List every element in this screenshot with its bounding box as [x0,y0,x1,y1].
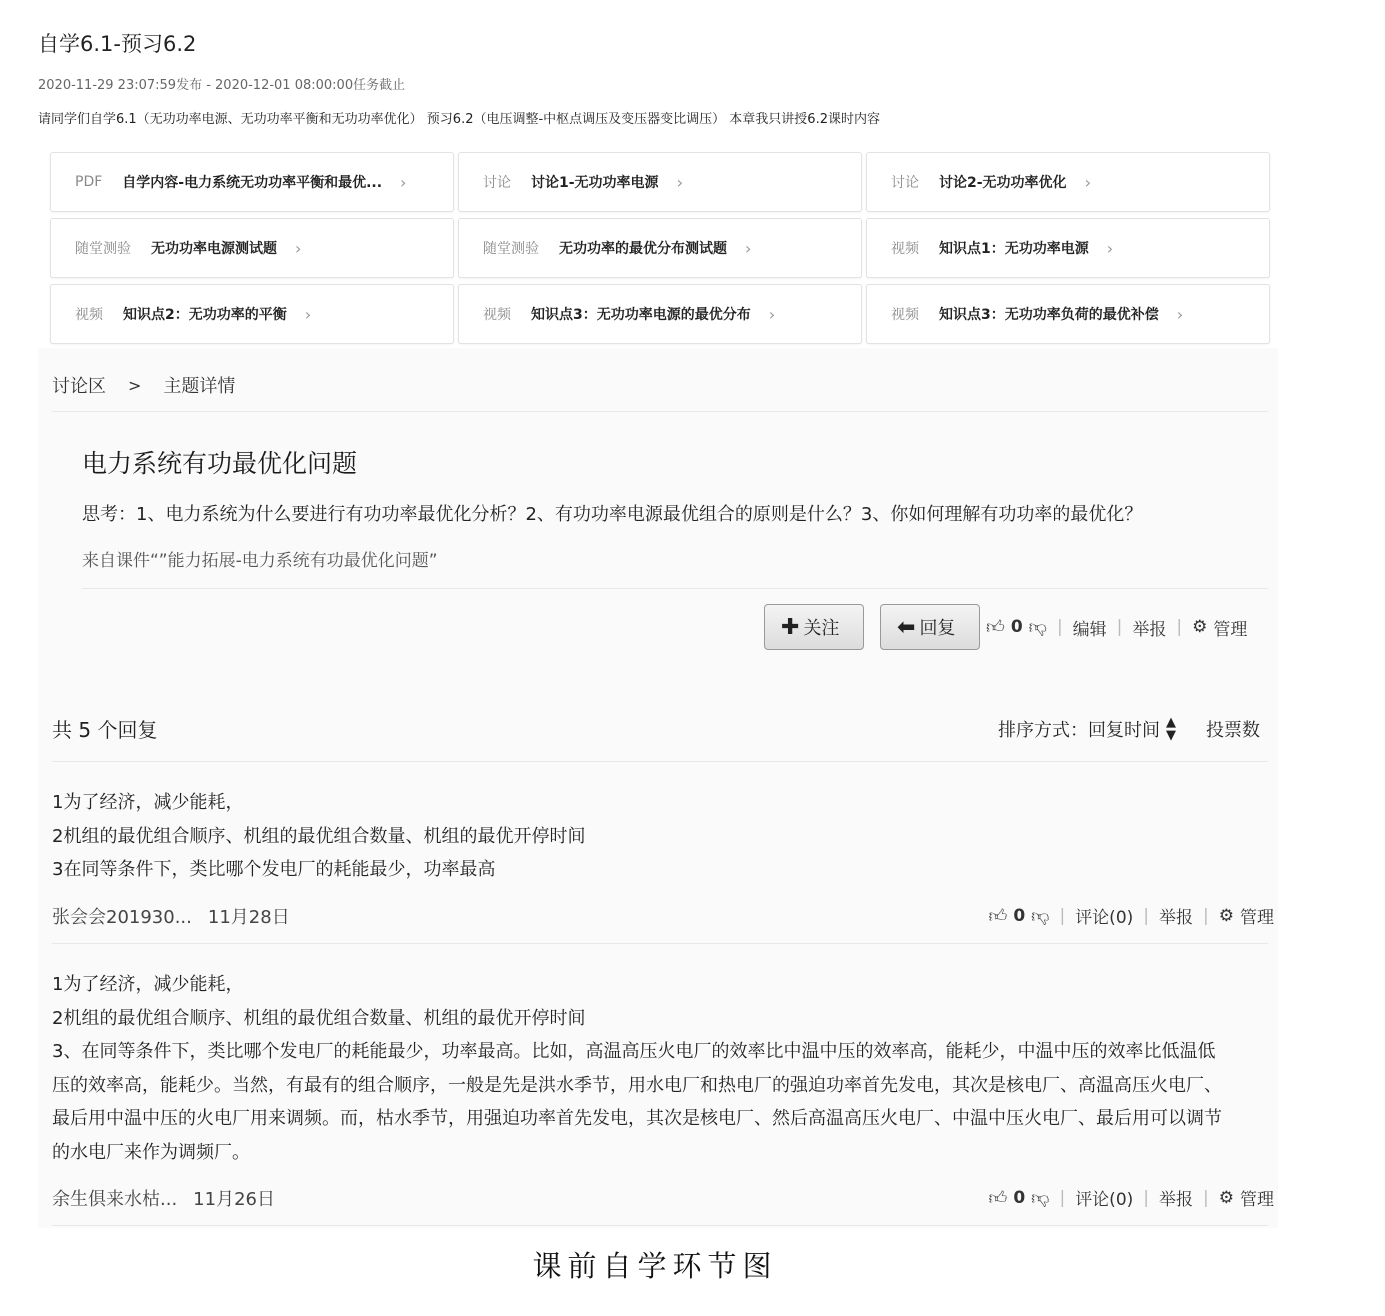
separator: | [1203,905,1209,926]
chevron-right-icon: › [1106,238,1114,258]
card-row [50,284,1272,344]
card-title: 知识点3：无功功率电源的最优分布 [531,307,751,323]
separator: | [1143,1187,1150,1208]
thumbs-down-icon[interactable]: 👎︎ [1031,1187,1050,1209]
separator: | [1143,905,1150,926]
chevron-right-icon: › [676,172,683,192]
topic-actions [986,615,1247,640]
reply-meta [52,1185,275,1211]
gear-icon: ⚙ [1218,905,1234,926]
manage-link[interactable]: 管理 [1240,908,1274,928]
reply-label: 回复 [919,618,956,639]
card-title: 知识点1：无功功率电源 [939,241,1089,257]
chevron-right-icon: › [1084,172,1091,192]
follow-label: 关注 [803,618,840,639]
topic-title: 电力系统有功最优化问题 [82,449,358,478]
reply-text-line: 1为了经济，减少能耗， [52,974,244,995]
card-type: 讨论 [891,175,919,191]
figure-caption: 课前自学环节图 [532,1249,778,1283]
breadcrumb-discussion-link[interactable]: 讨论区 [52,376,106,397]
reply-author[interactable]: 张会会201930... [52,907,192,928]
reply-meta [52,903,290,929]
separator: | [1059,1187,1066,1208]
chevron-right-icon: › [1176,304,1184,324]
sort-label: 排序方式： [998,720,1088,741]
card-type: PDF [75,174,103,190]
resource-card[interactable] [50,218,454,278]
topic-body: 思考：1、电力系统为什么要进行有功功率最优化分析？2、有功功率电源最优组合的原则是什么？3、你如何理解有功功率的最优化？ [82,504,1143,525]
separator: | [1116,617,1123,637]
like-count: 0 [1010,617,1023,637]
follow-button[interactable] [764,604,864,650]
chevron-right-icon: › [295,238,302,258]
sort-controls [998,716,1260,742]
card-type: 视频 [891,307,919,323]
chevron-right-icon: › [745,238,752,258]
like-count: 0 [1013,1187,1026,1208]
thumbs-down-icon[interactable]: 👎︎ [1028,617,1047,638]
reply-date: 11月26日 [193,1189,275,1210]
divider [52,411,1268,412]
reply-count: 共 5 个回复 [52,718,158,742]
reply-text-line: 3在同等条件下，类比哪个发电厂的耗能最少，功率最高 [52,859,496,880]
thumbs-up-icon[interactable]: 👍︎ [988,905,1008,927]
sort-updown-icon[interactable]: ▲ ▼ [1166,715,1176,743]
resource-card[interactable] [866,218,1270,278]
divider [52,761,1268,762]
chevron-right-icon: › [768,304,776,324]
separator: | [1203,1187,1209,1208]
sort-by-time[interactable]: 回复时间 [1088,720,1160,741]
comment-link[interactable]: 评论(0) [1075,908,1134,928]
resource-card[interactable] [458,284,862,344]
card-type: 随堂测验 [75,241,131,257]
reply-actions [989,903,1274,928]
reply-arrow-icon: ⬅ [897,614,916,640]
reply-author[interactable]: 余生俱来水枯... [52,1189,178,1210]
breadcrumb-separator: > [128,375,142,395]
manage-link[interactable]: 管理 [1240,1190,1274,1210]
resource-cards [50,152,1272,350]
reply-text-line: 3、在同等条件下，类比哪个发电厂的耗能最少，功率最高。比如，高温高压火电厂的效率比中温中压的效率高，能耗少，中温中压的效率比低温低 [52,1041,1216,1062]
card-title: 自学内容-电力系统无功功率平衡和最优... [122,175,383,191]
task-description: 请同学们自学6.1（无功功率电源、无功功率平衡和无功功率优化） 预习6.2（电压调整-中枢点调压及变压器变比调压） 本章我只讲授6.2课时内容 [38,112,880,127]
resource-card[interactable] [458,218,862,278]
like-count: 0 [1013,905,1026,926]
card-type: 视频 [483,307,511,323]
reply-item [52,786,1274,887]
topic-action-bar [764,604,1247,650]
card-title: 讨论1-无功功率电源 [531,175,659,191]
card-type: 视频 [891,241,919,257]
breadcrumb-current: 主题详情 [163,376,236,397]
divider [52,943,1268,944]
reply-date: 11月28日 [207,907,290,928]
separator: | [1176,617,1183,637]
thumbs-down-icon[interactable]: 👎︎ [1031,905,1050,927]
card-type: 视频 [75,307,103,323]
divider [52,1225,1268,1226]
card-title: 讨论2-无功功率优化 [939,175,1067,191]
gear-icon: ⚙ [1218,1187,1234,1208]
card-title: 知识点3：无功功率负荷的最优补偿 [939,307,1159,323]
reply-text-line: 的水电厂来作为调频厂。 [52,1141,250,1163]
breadcrumb [52,372,235,398]
edit-link[interactable]: 编辑 [1072,619,1107,640]
report-link[interactable]: 举报 [1132,619,1167,640]
separator: | [1056,617,1063,637]
comment-link[interactable]: 评论(0) [1075,1190,1134,1210]
manage-link[interactable]: 管理 [1213,619,1248,640]
separator: | [1059,905,1066,926]
reply-text-line: 最后用中温中压的火电厂用来调频。而，枯水季节，用强迫功率首先发电，其次是核电厂、然后高温高压火电厂、中温中压火电厂、最后用可以调节 [52,1108,1222,1129]
card-title: 无功功率的最优分布测试题 [559,241,727,257]
plus-icon: ✚ [781,614,800,640]
thumbs-up-icon[interactable]: 👍︎ [988,1187,1008,1209]
card-row [50,218,1272,278]
divider [82,588,1268,589]
reply-text-line: 压的效率高，能耗少。当然，有最有的组合顺序，一般是先是洪水季节，用水电厂和热电厂的强迫功率首先发电，其次是核电厂、高温高压火电厂、 [52,1074,1222,1096]
chevron-right-icon: › [400,172,407,192]
resource-card[interactable] [50,152,454,212]
reply-button[interactable] [880,604,980,650]
card-title: 知识点2：无功功率的平衡 [123,307,287,323]
gear-icon: ⚙ [1192,617,1208,637]
card-row [50,152,1272,212]
report-link[interactable]: 举报 [1159,908,1194,928]
task-title: 自学6.1-预习6.2 [38,32,197,56]
resource-card[interactable] [50,284,454,344]
reply-text-line: 2机组的最优组合顺序、机组的最优组合数量、机组的最优开停时间 [52,1007,586,1029]
card-title: 无功功率电源测试题 [151,241,277,257]
reply-text-line: 1为了经济，减少能耗， [52,792,244,813]
chevron-right-icon: › [304,304,312,324]
card-type: 随堂测验 [483,241,539,257]
resource-card[interactable] [866,284,1270,344]
reply-actions [989,1185,1274,1210]
resource-card[interactable] [458,152,862,212]
thumbs-up-icon[interactable]: 👍︎ [986,617,1005,638]
card-type: 讨论 [483,175,511,191]
reply-text-line: 2机组的最优组合顺序、机组的最优组合数量、机组的最优开停时间 [52,825,586,847]
reply-item [52,968,1274,1169]
report-link[interactable]: 举报 [1159,1190,1194,1210]
sort-by-votes[interactable]: 投票数 [1206,720,1260,741]
resource-card[interactable] [866,152,1270,212]
task-time: 2020-11-29 23:07:59发布 - 2020-12-01 08:00:00任务截止 [38,78,406,93]
topic-source: 来自课件“”能力拓展-电力系统有功最优化问题” [82,551,438,571]
